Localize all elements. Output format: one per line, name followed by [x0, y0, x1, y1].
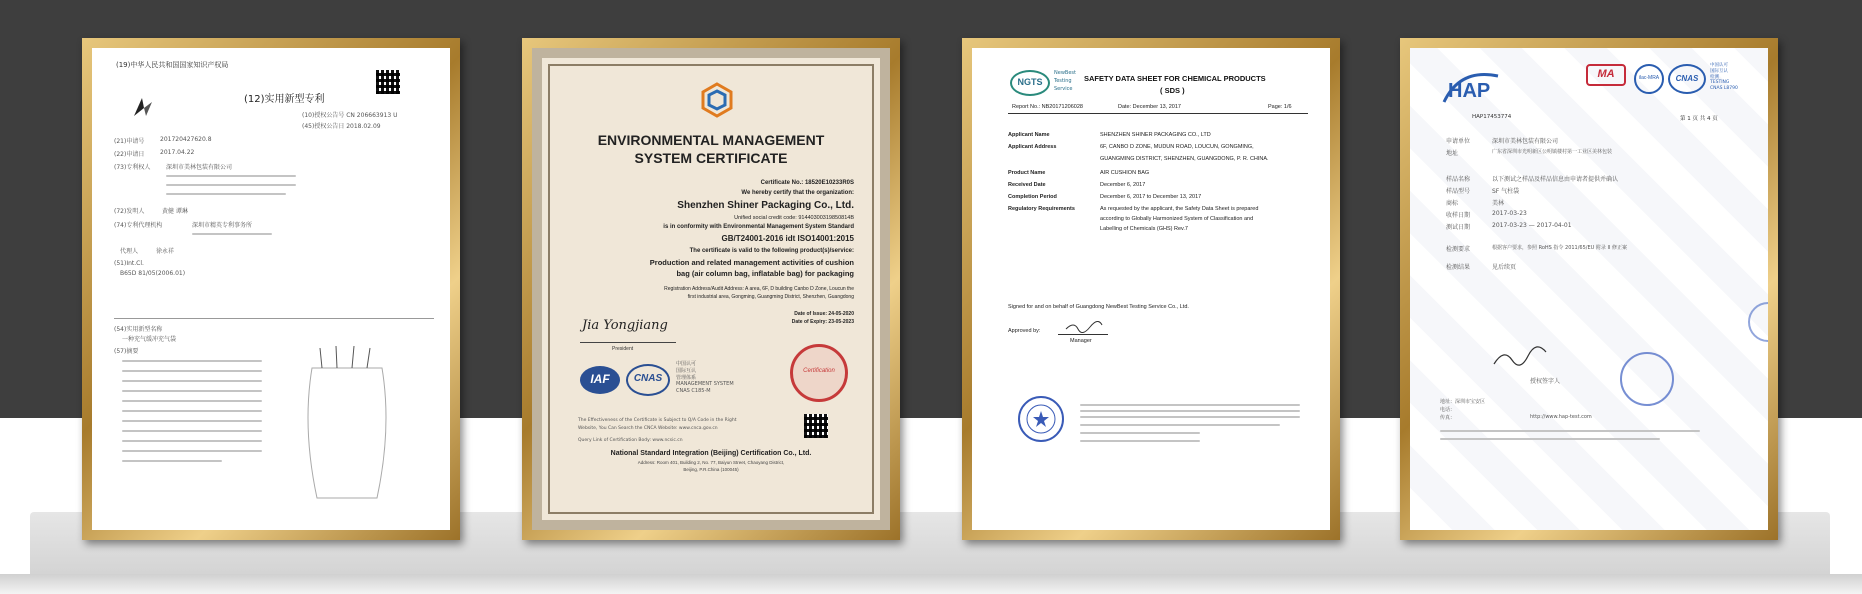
patent-document — [92, 48, 450, 530]
sds-document — [972, 48, 1330, 530]
ilac-logo-text: ilac-MRA — [1638, 75, 1660, 81]
cnas-accreditation-text: CNAS C185-M — [676, 388, 711, 394]
report-field-label: 测试日期 — [1446, 224, 1471, 231]
patent-field-value: 黄健 谭琳 — [162, 208, 188, 215]
report-field-label: 商标 — [1446, 200, 1459, 207]
patent-utility-name-value: 一种充气缓冲充气袋 — [122, 336, 177, 343]
patent-drawing — [292, 338, 402, 508]
report-approver-label: 授权签字人 — [1530, 378, 1561, 385]
sds-row-value: 6F, CANBO D ZONE, MUDUN ROAD, LOUCUN, GONGMING, — [1100, 144, 1254, 150]
patent-field-label: (72)发明人 — [114, 208, 145, 215]
cnas-accreditation-text: 中国认可 — [676, 361, 697, 367]
certificate-certify-text: We hereby certify that the organization: — [741, 190, 854, 196]
cnas-logo-text: CNAS — [1675, 74, 1699, 83]
certificate-scope-intro: The certificate is valid to the following product(s)/service: — [689, 248, 854, 254]
report-footer: http://www.hap-test.com — [1530, 414, 1592, 420]
qr-code-icon — [376, 70, 400, 94]
sds-title: SAFETY DATA SHEET FOR CHEMICAL PRODUCTS — [1084, 74, 1266, 83]
iaf-logo — [580, 366, 620, 394]
patent-text-line — [166, 184, 296, 186]
sds-row-value: AIR CUSHION BAG — [1100, 170, 1150, 176]
hap-logo — [1440, 68, 1502, 108]
sds-footer-line — [1080, 410, 1300, 412]
cnas-logo — [626, 364, 670, 396]
patent-field-value: 徐永祥 — [156, 248, 175, 255]
patent-field-value: 201720427620.8 — [160, 136, 212, 143]
report-field-value: 美林 — [1492, 200, 1505, 207]
cnas-side-text: TESTING — [1710, 80, 1730, 85]
patent-pub-date: (45)授权公告日 2018.02.09 — [302, 123, 381, 130]
certificate-address-line2: first industrial area, Gongming, Guangming District, Shenzhen, Guangdong — [687, 294, 854, 300]
report-field-label: 样品型号 — [1446, 188, 1471, 195]
sds-report-no: Report No.: NB20171206028 — [1012, 104, 1083, 110]
certificate-scope-line1: Production and related management activities of cushion — [649, 258, 854, 267]
report-field-label: 地址 — [1446, 150, 1459, 157]
sds-row-value: As requested by the applicant, the Safety Data Sheet is prepared — [1100, 206, 1259, 212]
certificate-address-line1: Registration Address/Audit Address: A area, 6F, D building Canbo D Zone, Loucun the — [664, 286, 854, 292]
cnas-accreditation-text: 国际互认 — [676, 368, 697, 374]
qr-code-icon — [804, 414, 828, 438]
certificate-signature: Jia Yongjiang — [582, 318, 668, 333]
blue-seal-stamp — [1620, 352, 1674, 406]
report-page-info: 第 1 页 共 4 页 — [1680, 116, 1718, 122]
patent-text-line — [122, 360, 262, 362]
certificate-issuer-address: Beijing, P.R.China (100045) — [683, 467, 739, 472]
iaf-logo-text: IAF — [590, 372, 610, 386]
report-field-value: 见后续页 — [1492, 264, 1517, 271]
blue-seal-stamp — [1018, 396, 1064, 442]
ems-certificate-document — [532, 48, 890, 530]
patent-text-line — [122, 410, 262, 412]
certificate-standard: GB/T24001-2016 idt ISO14001:2015 — [721, 234, 854, 243]
sds-footer-line — [1080, 404, 1300, 406]
report-field-label: 收样日期 — [1446, 212, 1471, 219]
sds-row-value: SHENZHEN SHINER PACKAGING CO., LTD — [1100, 132, 1211, 138]
sds-subtitle: ( SDS ) — [1160, 86, 1185, 95]
sds-manager-label: Manager — [1070, 338, 1092, 344]
report-field-label: 申请单位 — [1446, 138, 1471, 145]
ngts-logo-subtitle: Testing — [1054, 78, 1072, 84]
report-footer: 电话： — [1440, 407, 1456, 413]
certificate-sign-label: President — [612, 346, 634, 352]
sds-row-label: Product Name — [1008, 170, 1046, 176]
report-footer-line — [1440, 430, 1700, 432]
patent-title: (12)实用新型专利 — [244, 94, 325, 105]
certificate-title-line1: ENVIRONMENTAL MANAGEMENT — [597, 132, 825, 148]
patent-field-label: (74)专利代理机构 — [114, 222, 163, 229]
certificate-date-expiry: Date of Expiry: 23-05-2023 — [791, 319, 854, 325]
certificate-credit-code: Unified social credit code: 91440300319850814B — [734, 215, 854, 221]
red-seal-stamp — [790, 344, 848, 402]
sds-row-label: Completion Period — [1008, 194, 1057, 200]
report-field-value: 深圳市美林包装有限公司 — [1492, 138, 1559, 145]
certificate-issuer: National Standard Integration (Beijing) Certification Co., Ltd. — [610, 450, 812, 457]
patent-text-line — [122, 380, 262, 382]
report-field-value: 广东省深圳市光明新区公明镇楼村第一工业区美林包装 — [1492, 149, 1613, 155]
ngts-logo-subtitle: NewBest — [1054, 70, 1076, 76]
certificate-frame-test-report — [1400, 38, 1778, 540]
ma-logo-text: MA — [1597, 68, 1615, 80]
sds-row-label: Received Date — [1008, 182, 1046, 188]
patent-text-line — [122, 450, 262, 452]
certificate-number: Certificate No.: 18520E10233R0S — [760, 180, 854, 186]
ngts-logo-subtitle: Service — [1054, 86, 1073, 92]
partial-seal-stamp — [1748, 302, 1768, 342]
report-field-value: 以下测试之样品及样品信息由申请者提供并确认 — [1492, 176, 1619, 183]
patent-field-value: B65D 81/05(2006.01) — [120, 270, 186, 277]
cnas-logo-text: CNAS — [633, 373, 663, 384]
certificate-date-issue: Date of Issue: 24-05-2020 — [794, 311, 854, 317]
certificate-frame-patent — [82, 38, 460, 540]
patent-text-line — [122, 390, 262, 392]
patent-field-value: 深圳市精英专利事务所 — [192, 222, 253, 229]
sds-signed-text: Signed for and on behalf of Guangdong NewBest Testing Service Co., Ltd. — [1008, 304, 1189, 310]
cnas-accreditation-text: 管理体系 — [676, 375, 697, 381]
report-field-label: 检测要求 — [1446, 246, 1471, 253]
cnas-side-text: 检测 — [1710, 75, 1719, 80]
hap-logo-text: HAP — [1448, 80, 1491, 102]
ma-logo — [1586, 64, 1626, 86]
patent-field-value: 深圳市美林包装有限公司 — [166, 164, 233, 171]
report-field-value: 2017-03-23 — [1492, 210, 1527, 217]
cnas-side-text: CNAS L8790 — [1710, 86, 1738, 91]
sds-row-value: Labelling of Chemicals (GHS) Rev.7 — [1100, 226, 1188, 232]
patent-field-label: 代理人 — [120, 248, 139, 255]
certificate-issuer-address: Address: Room 401, Building 2, No. 77, Baiyun Street, Chaoyang District, — [637, 460, 785, 465]
sds-row-value: according to Globally Harmonized System of Classification and — [1100, 216, 1254, 222]
patent-field-value: 2017.04.22 — [160, 149, 195, 156]
cnas-accreditation-text: MANAGEMENT SYSTEM — [676, 381, 734, 387]
sds-approved-label: Approved by: — [1008, 328, 1041, 334]
patent-text-line — [192, 233, 272, 235]
sds-header-rule — [1008, 113, 1308, 114]
report-field-label: 样品名称 — [1446, 176, 1471, 183]
sds-footer-line — [1080, 424, 1280, 426]
patent-header: (19)中华人民共和国国家知识产权局 — [116, 61, 229, 69]
sds-signature — [1064, 318, 1104, 330]
ngts-logo — [1010, 70, 1050, 96]
sds-row-value: GUANGMING DISTRICT, SHENZHEN, GUANGDONG, P. R. CHINA. — [1100, 156, 1269, 162]
sds-row-value: December 6, 2017 to December 13, 2017 — [1100, 194, 1202, 200]
patent-text-line — [166, 175, 296, 177]
certificate-footer-note: Query Link of Certification Body: www.ncsic.cn — [578, 438, 683, 443]
shelf-shadow — [0, 574, 1862, 594]
seal-stamp-text: Certification — [803, 368, 835, 374]
patent-text-line — [122, 400, 262, 402]
patent-text-line — [166, 193, 286, 195]
certificate-conformity: is in conformity with Environmental Management System Standard — [663, 224, 854, 230]
report-field-value: SF 气柱袋 — [1492, 188, 1520, 195]
sds-footer-line — [1080, 432, 1200, 434]
sds-row-label: Regulatory Requirements — [1008, 206, 1075, 212]
certificate-frame-ems — [522, 38, 900, 540]
certificate-signature-line — [580, 342, 676, 343]
test-report-document — [1410, 48, 1768, 530]
sds-footer-line — [1080, 416, 1300, 418]
patent-divider — [114, 318, 434, 319]
certificate-title-line2: SYSTEM CERTIFICATE — [634, 150, 788, 166]
certificate-footer-note: Website, You Can Search the CNCA Website: www.cnca.gov.cn — [578, 426, 718, 431]
cert-logo-icon — [699, 82, 735, 118]
sds-row-label: Applicant Address — [1008, 144, 1057, 150]
report-signature — [1490, 346, 1550, 370]
patent-field-label: (22)申请日 — [114, 151, 145, 158]
certificate-company: Shenzhen Shiner Packaging Co., Ltd. — [677, 200, 854, 211]
certificate-footer-note: The Effectiveness of the Certificate is Subject to Q/A Code in the Right — [578, 418, 737, 423]
report-footer-line — [1440, 438, 1660, 440]
patent-logo — [132, 96, 154, 118]
patent-pub-no: (10)授权公告号 CN 206663913 U — [302, 112, 398, 119]
report-number: HAP17453774 — [1472, 114, 1512, 120]
report-field-value: 根据客户要求，参照 RoHS 指令 2011/65/EU 附录 II 修正案 — [1492, 245, 1628, 251]
sds-date: Date: December 13, 2017 — [1118, 104, 1181, 110]
patent-text-line — [122, 460, 222, 462]
ngts-logo-text: NGTS — [1017, 77, 1043, 87]
cnas-side-text: 国际互认 — [1710, 69, 1728, 74]
patent-field-label: (21)申请号 — [114, 138, 145, 145]
sds-footer-line — [1080, 440, 1200, 442]
patent-field-label: (51)Int.Cl. — [114, 260, 144, 267]
certificate-scope-line2: bag (air column bag, inflatable bag) for packaging — [676, 269, 854, 278]
report-footer: 地址：深圳市宝安区 — [1440, 399, 1486, 405]
sds-signature-line — [1058, 334, 1108, 335]
cnas-logo — [1668, 64, 1706, 94]
patent-text-line — [122, 370, 262, 372]
patent-field-label: (73)专利权人 — [114, 164, 151, 171]
patent-text-line — [122, 440, 262, 442]
report-footer: 传真： — [1440, 415, 1456, 421]
cnas-side-text: 中国认可 — [1710, 63, 1728, 68]
patent-text-line — [122, 430, 262, 432]
patent-abstract-label: (57)摘要 — [114, 348, 139, 355]
sds-page: Page: 1/6 — [1268, 104, 1292, 110]
sds-row-label: Applicant Name — [1008, 132, 1050, 138]
patent-utility-name-label: (54)实用新型名称 — [114, 326, 163, 333]
report-field-label: 检测结果 — [1446, 264, 1471, 271]
certificate-frame-sds — [962, 38, 1340, 540]
ilac-logo — [1634, 64, 1664, 94]
patent-text-line — [122, 420, 262, 422]
report-field-value: 2017-03-23 — 2017-04-01 — [1492, 222, 1572, 229]
sds-row-value: December 6, 2017 — [1100, 182, 1146, 188]
